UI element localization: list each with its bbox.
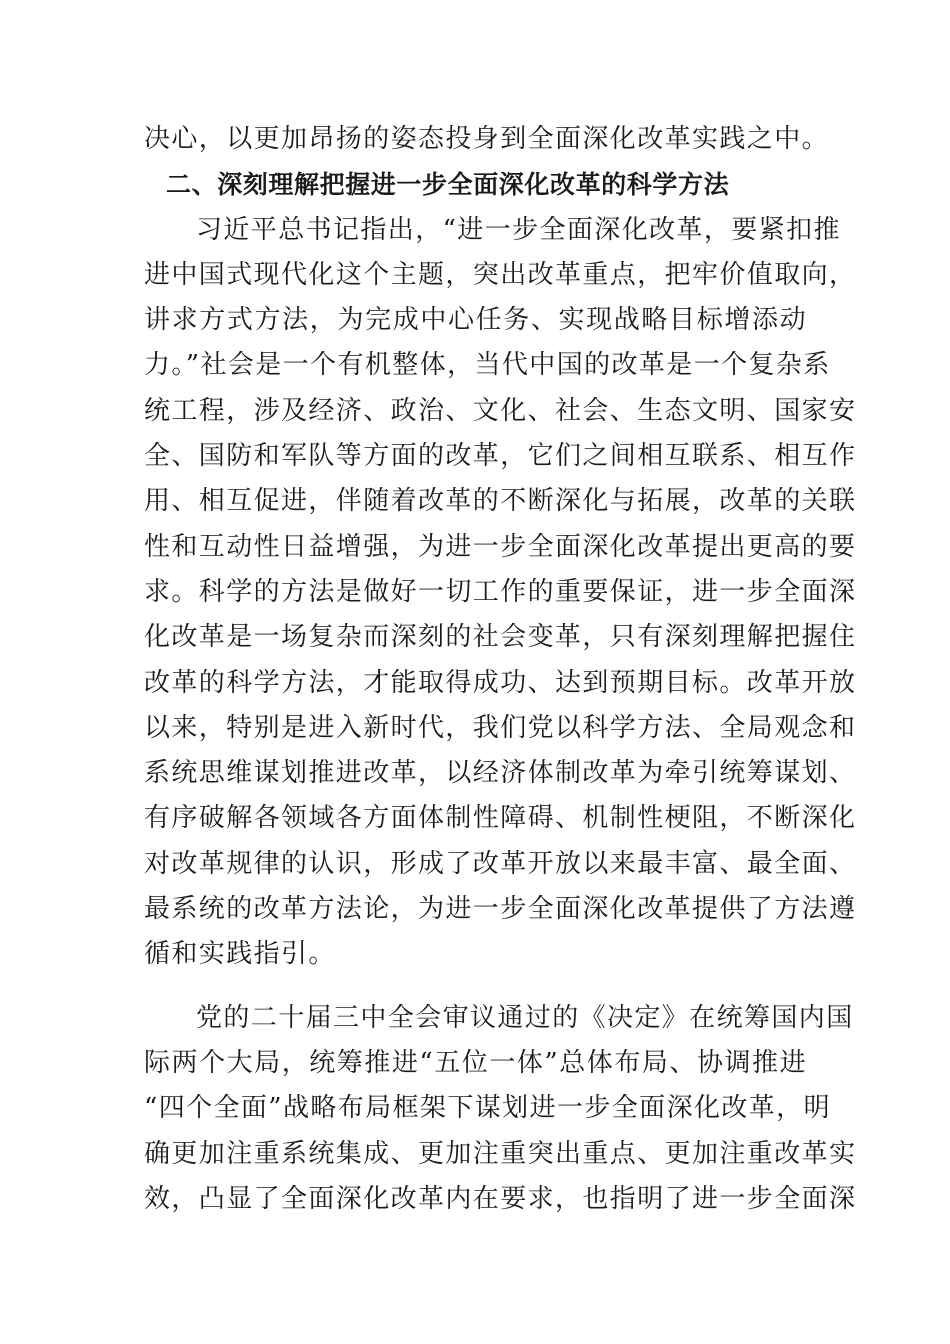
paragraph-1-line: 力。”社会是一个有机整体，当代中国的改革是一个复杂系 <box>144 350 831 381</box>
paragraph-1-line: 进中国式现代化这个主题，突出改革重点，把牢价值取向， <box>144 259 857 290</box>
paragraph-gap <box>144 978 807 996</box>
paragraph-2-line: 效，凸显了全面深化改革内在要求，也指明了进一步全面深 <box>144 1183 857 1214</box>
paragraph-1-line: 求。科学的方法是做好一切工作的重要保证，进一步全面深 <box>144 576 857 607</box>
paragraph-0-line: 决心，以更加昂扬的姿态投身到全面深化改革实践之中。 <box>144 124 830 154</box>
paragraph-1-line: 以来，特别是进入新时代，我们党以科学方法、全局观念和 <box>144 712 857 743</box>
paragraph-2-line: 党的二十届三中全会审议通过的《决定》在统筹国内国 <box>196 1002 854 1033</box>
paragraph-1-line: 循和实践指引。 <box>144 939 336 970</box>
paragraph-1-line: 统工程，涉及经济、政治、文化、社会、生态文明、国家安 <box>144 395 857 426</box>
paragraph-2-line: 际两个大局，统筹推进“五位一体”总体布局、协调推进 <box>144 1047 807 1078</box>
paragraph-2-line: 确更加注重系统集成、更加注重突出重点、更加注重改革实 <box>144 1138 857 1169</box>
paragraph-1-line: 系统思维谋划推进改革，以经济体制改革为牵引统筹谋划、 <box>144 758 857 789</box>
paragraph-1-line: 用、相互促进，伴随着改革的不断深化与拓展，改革的关联 <box>144 486 857 517</box>
paragraph-2-line: “四个全面”战略布局框架下谋划进一步全面深化改革，明 <box>144 1093 831 1124</box>
paragraph-1-line: 习近平总书记指出，“进一步全面深化改革，要紧扣推 <box>196 214 841 245</box>
paragraph-1-line: 讲求方式方法，为完成中心任务、实现战略目标增添动 <box>144 305 807 336</box>
paragraph-1-line: 全、国防和军队等方面的改革，它们之间相互联系、相互作 <box>144 441 857 472</box>
paragraph-1-line: 最系统的改革方法论，为进一步全面深化改革提供了方法遵 <box>144 894 857 925</box>
paragraph-1-line: 有序破解各领域各方面体制性障碍、机制性梗阻，不断深化 <box>144 803 857 834</box>
paragraph-1-line: 改革的科学方法，才能取得成功、达到预期目标。改革开放 <box>144 667 857 698</box>
document-page <box>144 117 857 1222</box>
section-heading: 二、深刻理解把握进一步全面深化改革的科学方法 <box>166 170 730 200</box>
paragraph-1-line: 性和互动性日益增强，为进一步全面深化改革提出更高的要 <box>144 531 857 562</box>
paragraph-1-line: 化改革是一场复杂而深刻的社会变革，只有深刻理解把握住 <box>144 622 857 653</box>
paragraph-1-line: 对改革规律的认识，形成了改革开放以来最丰富、最全面、 <box>144 848 857 879</box>
